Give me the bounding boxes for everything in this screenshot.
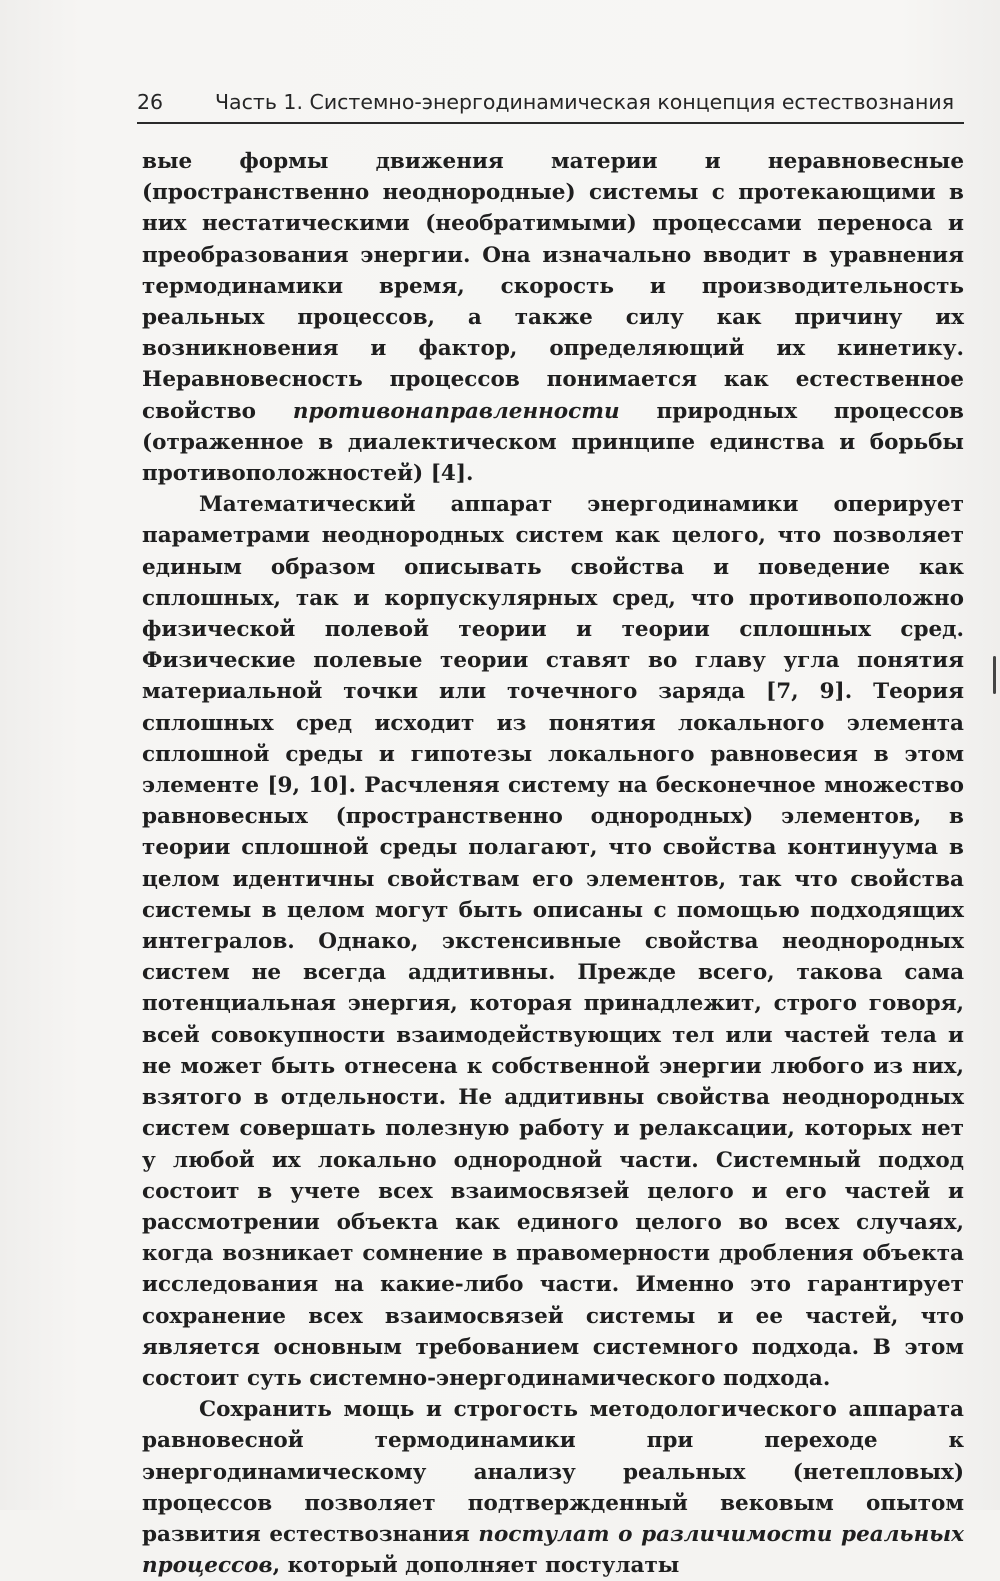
paragraph-3-ending: , который дополняет постулаты	[272, 1553, 680, 1579]
paragraph-3	[142, 1394, 964, 1581]
running-header	[137, 86, 964, 124]
paragraph-3-text: Сохранить мощь и строгость методологического аппарата равновесной термодинамики при переходе к энергодинамическому анализу реальных (нетепловых) процессов позволяет подтвержденный вековым опытом развития естествознания	[142, 1397, 964, 1547]
italic-term: противонаправленности	[292, 398, 620, 424]
paragraph-1-text: вые формы движения материи и неравновесные (пространственно неоднородные) системы с протекающими в них нестатическими (необратимыми) процессами переноса и преобразования энергии. Она изначально вводит в уравнения термодинамики время, скорость и производительность реальных процессов, а также силу как причину их возникновения и фактор, определяющий их кинетику. Неравновесность процессов понимается как естественное свойство	[142, 149, 964, 424]
paragraph-2: Математический аппарат энергодинамики оперирует параметрами неоднородных систем как целого, что позволяет единым образом описывать свойства и поведение как сплошных, так и корпускулярных сред, что противоположно физической полевой теории и теории сплошных сред. Физические полевые теории ставят во главу угла понятия материальной точки или точечного заряда [7, 9]. Теория сплошных сред исходит из понятия локального элемента сплошной среды и гипотезы локального равновесия в этом элементе [9, 10]. Расчленяя систему на бесконечное множество равновесных (пространственно однородных) элементов, в теории сплошной среды полагают, что свойства континуума в целом идентичны свойствам его элементов, так что свойства системы в целом могут быть описаны с помощью подходящих интегралов. Однако, экстенсивные свойства неоднородных систем не всегда аддитивны. Прежде всего, такова сама потенциальная энергия, которая принадлежит, строго говоря, всей совокупности взаимодействующих тел или частей тела и не может быть отнесена к собственной энергии любого из них, взятого в отдельности. Не аддитивны свойства неоднородных систем совершать полезную работу и релаксации, которых нет у любой их локально однородной части. Системный подход состоит в учете всех взаимосвязей целого и его частей и рассмотрении объекта как единого целого во всех случаях, когда возникает сомнение в правомерности дробления объекта исследования на какие-либо части. Именно это гарантирует сохранение всех взаимосвязей системы и ее частей, что является основным требованием системного подхода. В этом состоит суть системно-энергодинамического подхода.	[142, 492, 964, 1391]
paragraph-1	[142, 146, 964, 489]
page-number: 26	[137, 90, 164, 114]
page-text	[142, 146, 964, 1581]
page-edge-mark	[993, 656, 996, 694]
italic-postulate: постулат о различимости реальных процессов	[142, 1521, 964, 1579]
running-title: Часть 1. Системно-энергодинамическая концепция естествознания	[215, 90, 955, 114]
paragraph-1-ending: природных процессов (отраженное в диалектическом принципе единства и борьбы противоположностей) [4].	[142, 398, 964, 487]
